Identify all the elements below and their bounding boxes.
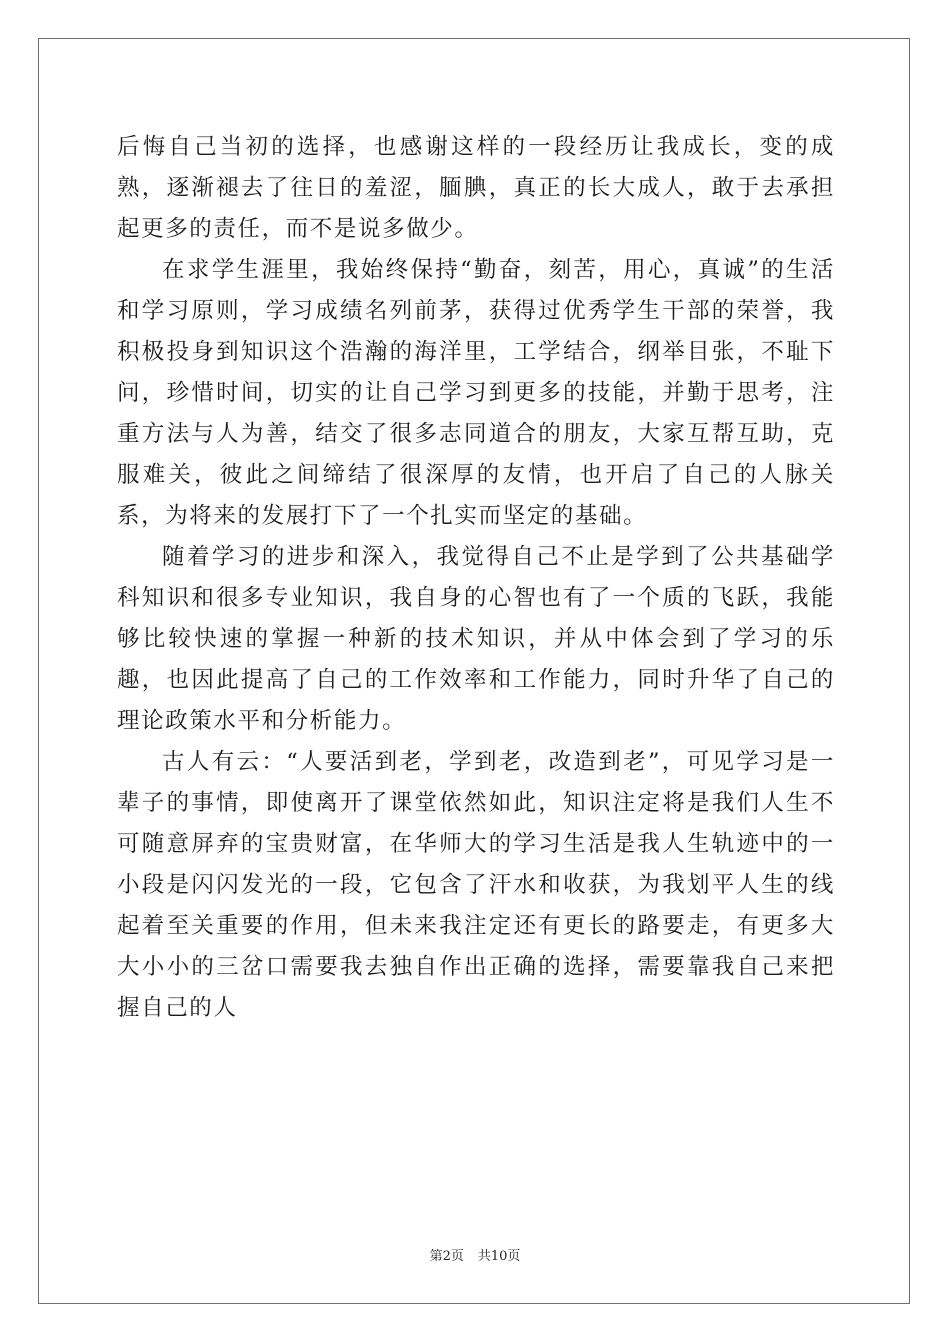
page-number: 第2页 [429, 1249, 464, 1264]
paragraph-1: 后悔自己当初的选择，也感谢这样的一段经历让我成长，变的成熟，逐渐褪去了往日的羞涩，腼腆，真正的长大成人，敢于去承担起更多的责任，而不是说多做少。 [117, 134, 835, 242]
page-total: 共10页 [477, 1249, 521, 1264]
document-body [117, 127, 835, 1029]
paragraph-4: 古人有云：“人要活到老，学到老，改造到老”，可见学习是一辈子的事情，即使离开了课堂依然如此，知识注定将是我们人生不可随意屏弃的宝贵财富，在华师大的学习生活是我人生轨迹中的一小段是闪闪发光的一段，它包含了汗水和收获，为我划平人生的线起着至关重要的作用，但未来我注定还有更长的路要走，有更多大大小小的三岔口需要我去独自作出正确的选择，需要靠我自己来把握自己的人 [117, 749, 835, 1021]
paragraph-2: 在求学生涯里，我始终保持“勤奋，刻苦，用心，真诚”的生活和学习原则，学习成绩名列前茅，获得过优秀学生干部的荣誉，我积极投身到知识这个浩瀚的海洋里，工学结合，纲举目张，不耻下问，珍惜时间，切实的让自己学习到更多的技能，并勤于思考，注重方法与人为善，结交了很多志同道合的朋友，大家互帮互助，克服难关，彼此之间缔结了很深厚的友情，也开启了自己的人脉关系，为将来的发展打下了一个扎实而坚定的基础。 [117, 257, 835, 529]
paragraph-3: 随着学习的进步和深入，我觉得自己不止是学到了公共基础学科知识和很多专业知识，我自身的心智也有了一个质的飞跃，我能够比较快速的掌握一种新的技术知识，并从中体会到了学习的乐趣，也因此提高了自己的工作效率和工作能力，同时升华了自己的理论政策水平和分析能力。 [117, 544, 835, 734]
page-footer [0, 1248, 950, 1266]
